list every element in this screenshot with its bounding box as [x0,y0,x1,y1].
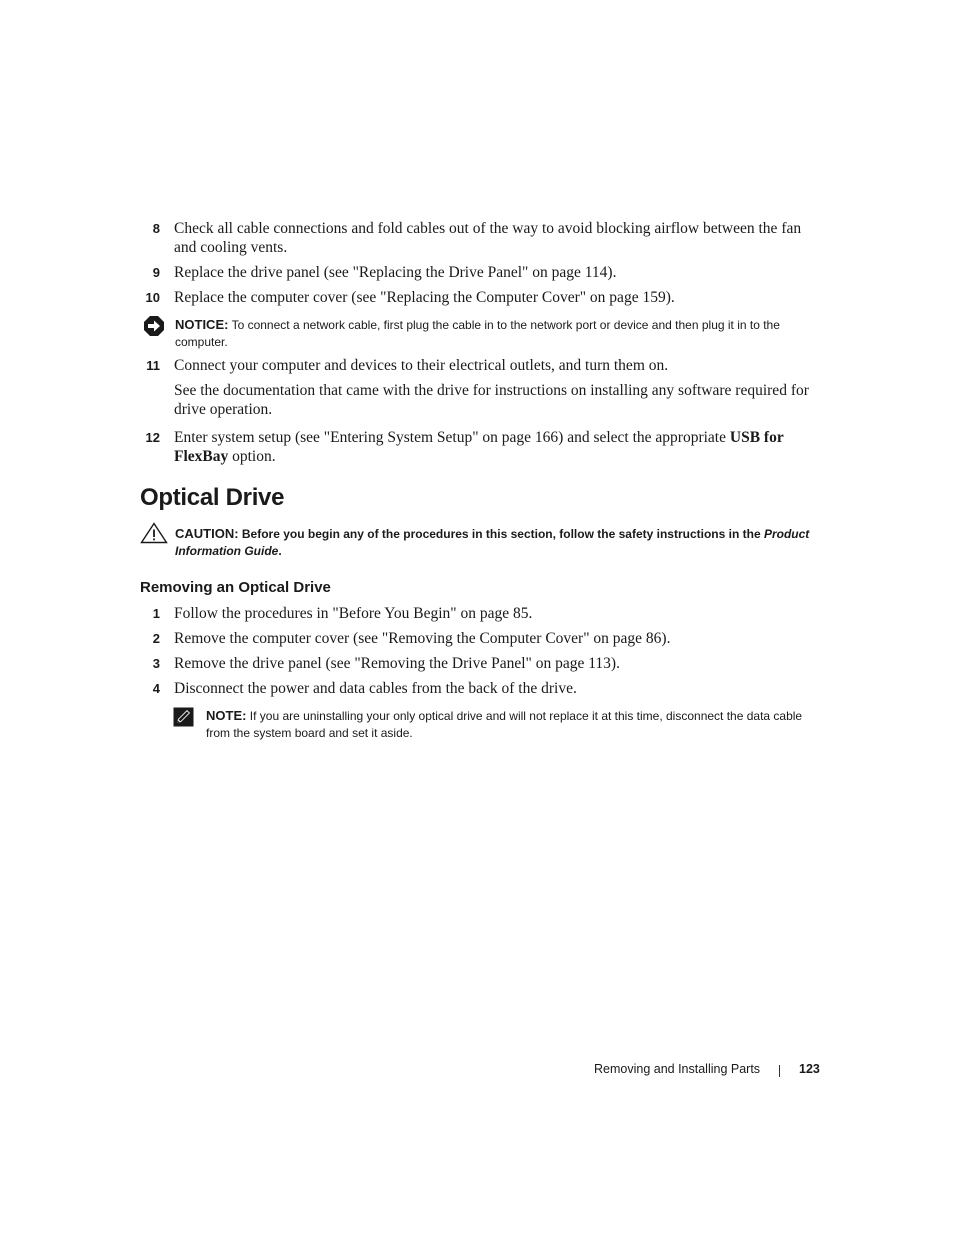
notice-text: To connect a network cable, first plug the cable in to the network port or device and then plug it in to the computer. [175,318,780,349]
step-text: Replace the drive panel (see "Replacing the Drive Panel" on page 114). [174,264,617,281]
step-text: Remove the computer cover (see "Removing the Computer Cover" on page 86). [174,630,671,647]
notice-icon [143,315,165,342]
step-number: 11 [146,358,160,373]
step-number: 2 [152,631,160,646]
step-text [174,428,820,466]
footer-separator [779,1065,780,1077]
step-text-part: option. [228,448,276,465]
step-number: 4 [152,681,160,696]
note-pencil-icon [173,707,194,732]
page-number: 123 [799,1062,820,1076]
step-number: 3 [152,656,160,671]
notice-label: NOTICE: [175,317,229,332]
note-text: If you are uninstalling your only optical drive and will not replace it at this time, disconnect the data cable from the system board and set it aside. [206,709,803,740]
caution-callout [140,525,820,560]
caution-guide-title: Product Information Guide [175,527,810,558]
step-text: Connect your computer and devices to their electrical outlets, and turn them on. [174,357,669,374]
step-text: Follow the procedures in "Before You Begin" on page 85. [174,605,533,622]
caution-label: CAUTION: [175,526,239,541]
step-text: Check all cable connections and fold cables out of the way to avoid blocking airflow between the fan and cooling vents. [174,220,802,256]
note-callout [173,707,820,742]
step-number: 9 [152,265,160,280]
caution-icon [140,522,168,549]
step-11-note: See the documentation that came with the drive for instructions on installing any software required for drive operation. [174,382,809,418]
step-text: Replace the computer cover (see "Replacing the Computer Cover" on page 159). [174,289,675,306]
caution-end: . [278,544,282,558]
step-number: 12 [145,430,160,445]
notice-callout [140,316,820,351]
step-text: Disconnect the power and data cables from the back of the drive. [174,680,577,697]
step-number: 1 [152,606,160,621]
step-number: 10 [145,290,160,305]
footer-section-name: Removing and Installing Parts [594,1062,761,1076]
step-number: 8 [152,221,160,236]
step-text: Remove the drive panel (see "Removing the Drive Panel" on page 113). [174,655,620,672]
step-text-part: Enter system setup (see "Entering System Setup" on page 166) and select the appropriate [174,429,730,446]
subsection-title: Removing an Optical Drive [140,579,331,596]
section-title: Optical Drive [140,484,285,511]
caution-text: Before you begin any of the procedures in this section, follow the safety instructions in the [241,527,764,541]
note-label: NOTE: [206,708,247,723]
ui-option-name: USB for FlexBay [174,429,784,465]
